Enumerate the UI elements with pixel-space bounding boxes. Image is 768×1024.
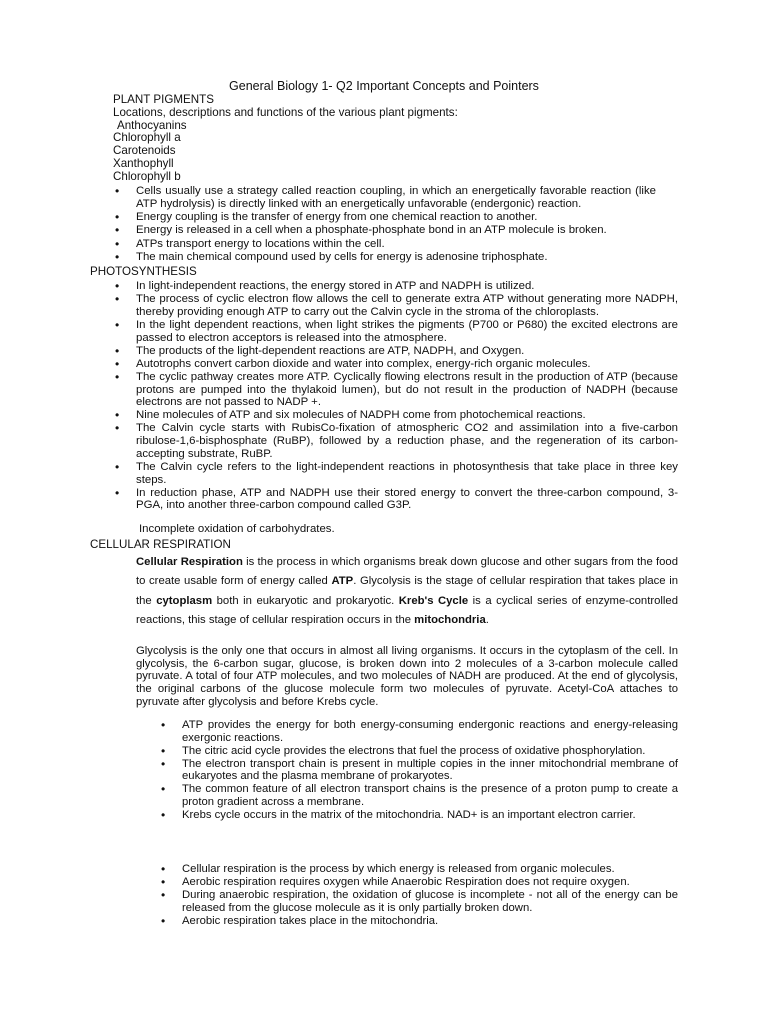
photosynthesis-trailing-line: Incomplete oxidation of carbohydrates.	[139, 523, 335, 535]
list-item: • The Calvin cycle refers to the light-independent reactions in photosynthesis that take place in three key steps.	[136, 461, 678, 486]
list-item: • The cyclic pathway creates more ATP. Cyclically flowing electrons result in the production of ATP (because protons are pumped into the thylakoid lumen), but do not result in the production of NADPH (because electrons are not passed to NADP +.	[136, 371, 678, 409]
plant-pigments-intro: Locations, descriptions and functions of the various plant pigments:	[113, 105, 458, 119]
pigment-item: Chlorophyll a	[113, 131, 181, 145]
pigment-item: Anthocyanins	[117, 118, 187, 132]
list-item: • ATP provides the energy for both energy-consuming endergonic reactions and energy-releasing exergonic reactions.	[182, 719, 678, 744]
bold-term: Kreb's Cycle	[398, 594, 469, 607]
list-item: • The main chemical compound used by cells for energy is adenosine triphosphate.	[136, 251, 656, 264]
list-item: • The common feature of all electron transport chains is the presence of a proton pump to create a proton gradient across a membrane.	[182, 783, 678, 808]
respiration-bullet-list-a	[182, 719, 678, 822]
bold-term: ATP	[331, 575, 354, 588]
cellular-respiration-paragraph	[136, 553, 678, 631]
list-item: • The citric acid cycle provides the electrons that fuel the process of oxidative phosphorylation.	[182, 745, 678, 758]
list-item: • Energy coupling is the transfer of energy from one chemical reaction to another.	[136, 211, 656, 224]
paragraph-text: .	[485, 614, 489, 627]
bold-term: cytoplasm	[156, 594, 213, 607]
list-item: • In light-independent reactions, the energy stored in ATP and NADPH is utilized.	[136, 280, 678, 293]
pigment-item: Carotenoids	[113, 144, 176, 158]
list-item: • In the light dependent reactions, when light strikes the pigments (P700 or P680) the excited electrons are passed to electron acceptors is released into the atmosphere.	[136, 319, 678, 344]
paragraph-text: . Glycolysis is the stage of cellular respiration that takes place in the	[136, 575, 678, 607]
photosynthesis-bullet-list	[136, 280, 678, 513]
respiration-bullet-list-b	[182, 863, 678, 928]
pigment-item: Chlorophyll b	[113, 169, 181, 183]
list-item: • The process of cyclic electron flow allows the cell to generate extra ATP without generating more NADPH, thereby providing enough ATP to carry out the Calvin cycle in the stroma of the chloroplasts.	[136, 293, 678, 318]
list-item: • Cellular respiration is the process by which energy is released from organic molecules.	[182, 863, 678, 876]
list-item: • The Calvin cycle starts with RubisCo-fixation of atmospheric CO2 and assimilation into a five-carbon ribulose-1,6-bisphosphate (RuBP), followed by a reduction phase, and the regeneration of its carbon-accepting substrate, RuBP.	[136, 422, 678, 460]
list-item: • Aerobic respiration requires oxygen while Anaerobic Respiration does not require oxygen.	[182, 876, 678, 889]
plant-pigments-heading: PLANT PIGMENTS	[113, 93, 214, 106]
list-item: • Autotrophs convert carbon dioxide and water into complex, energy-rich organic molecules.	[136, 358, 678, 371]
list-item: • In reduction phase, ATP and NADPH use their stored energy to convert the three-carbon compound, 3-PGA, into another three-carbon compound called G3P.	[136, 487, 678, 512]
list-item: • ATPs transport energy to locations within the cell.	[136, 238, 656, 251]
bold-term: Cellular Respiration	[136, 556, 243, 568]
pigment-item: Xanthophyll	[113, 156, 174, 170]
bold-term: mitochondria	[414, 614, 486, 627]
photosynthesis-heading: PHOTOSYNTHESIS	[90, 265, 197, 278]
plant-pigments-bullet-list	[136, 185, 656, 264]
list-item: • During anaerobic respiration, the oxidation of glucose is incomplete - not all of the energy can be released from the glucose molecule as it is only partially broken down.	[182, 889, 678, 914]
paragraph-text: is a cyclical series of enzyme-controlled reactions, this stage of cellular respiration occurs in the	[136, 594, 678, 627]
list-item: • The products of the light-dependent reactions are ATP, NADPH, and Oxygen.	[136, 345, 678, 358]
paragraph-text: both in eukaryotic and prokaryotic.	[212, 594, 399, 607]
glycolysis-paragraph: Glycolysis is the only one that occurs in almost all living organisms. It occurs in the cytoplasm of the cell. In glycolysis, the 6-carbon sugar, glucose, is broken down into 2 molecules of a 3-carbon molecule called pyruvate. A total of four ATP molecules, and two molecules of NADH are produced. At the end of glycolysis, the original carbons of the glucose molecule form two molecules of pyruvate. Acetyl-CoA attaches to pyruvate after glycolysis and before Krebs cycle.	[136, 645, 678, 708]
list-item: • Cells usually use a strategy called reaction coupling, in which an energetically favorable reaction (like ATP hydrolysis) is directly linked with an energetically unfavorable (endergonic) reaction.	[136, 185, 656, 210]
list-item: • Krebs cycle occurs in the matrix of the mitochondria. NAD+ is an important electron carrier.	[182, 809, 678, 822]
list-item: • The electron transport chain is present in multiple copies in the inner mitochondrial membrane of eukaryotes and the plasma membrane of prokaryotes.	[182, 758, 678, 783]
list-item: • Energy is released in a cell when a phosphate-phosphate bond in an ATP molecule is broken.	[136, 224, 656, 237]
list-item: • Nine molecules of ATP and six molecules of NADPH come from photochemical reactions.	[136, 409, 678, 422]
cellular-respiration-heading: CELLULAR RESPIRATION	[90, 538, 231, 551]
plant-pigments-section	[113, 94, 458, 184]
document-title: General Biology 1- Q2 Important Concepts and Pointers	[229, 79, 539, 93]
paragraph-text: is the process in which organisms break down glucose and other sugars from the food to create usable form of energy called	[136, 556, 678, 588]
list-item: • Aerobic respiration takes place in the mitochondria.	[182, 915, 678, 928]
